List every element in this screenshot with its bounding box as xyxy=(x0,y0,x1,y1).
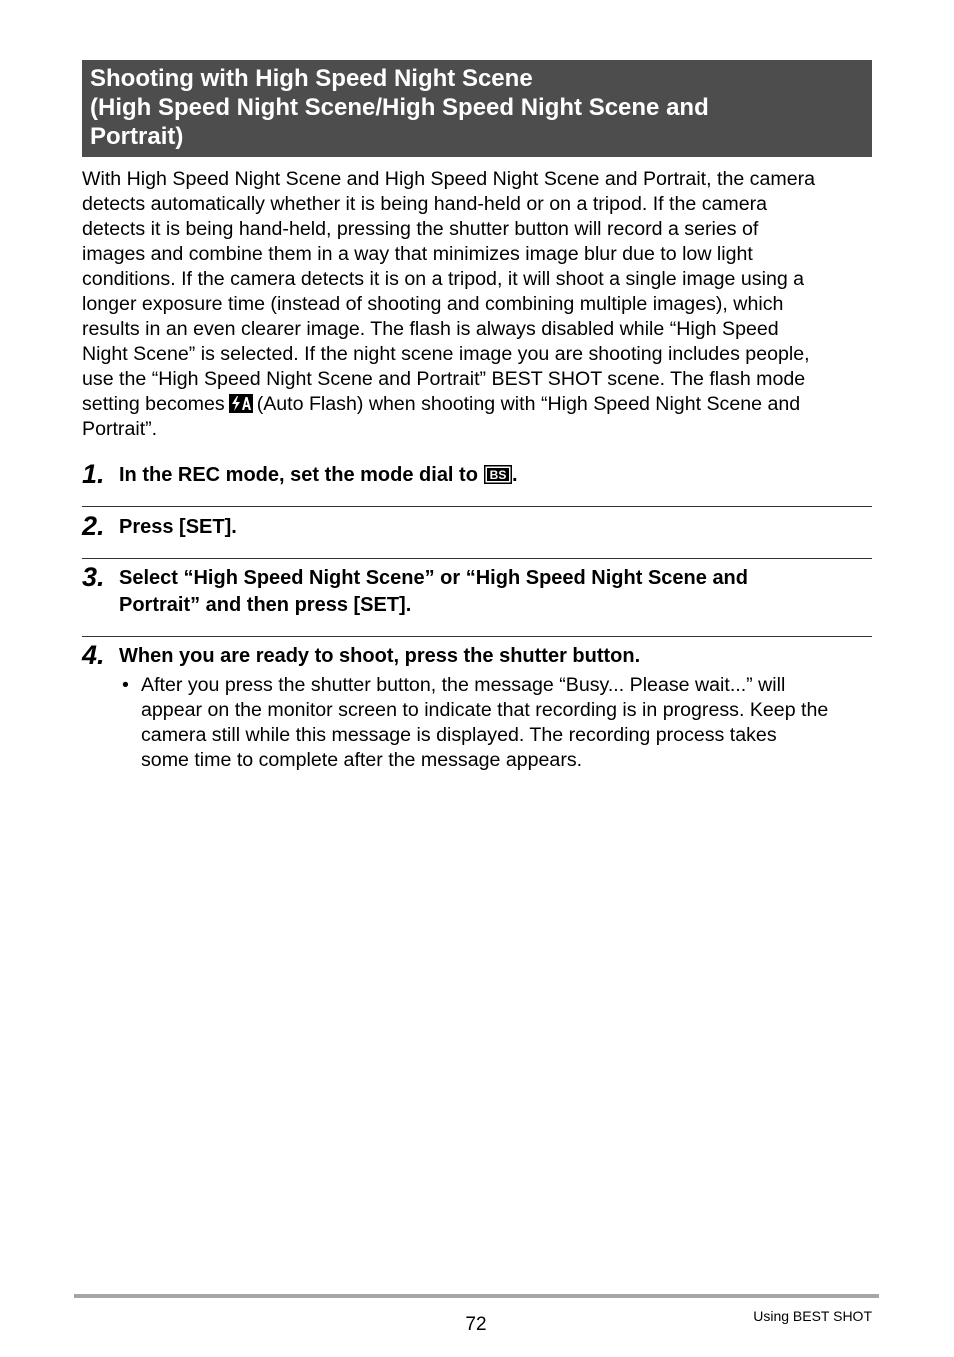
bullet-dot: • xyxy=(122,674,129,696)
intro-line: conditions. If the camera detects it is on a tripod, it will shoot a single image using a xyxy=(82,268,805,290)
intro-line: longer exposure time (instead of shooting and combining multiple images), which xyxy=(82,293,784,315)
step-divider xyxy=(82,506,872,507)
intro-line: detects automatically whether it is being hand-held or on a tripod. If the camera xyxy=(82,193,768,215)
step-number: 1. xyxy=(82,459,105,489)
footer-section-label: Using BEST SHOT xyxy=(753,1308,872,1324)
bullet-line: camera still while this message is displayed. The recording process takes xyxy=(141,724,777,746)
intro-line: Portrait”. xyxy=(82,418,158,440)
intro-line: results in an even clearer image. The flash is always disabled while “High Speed xyxy=(82,318,779,340)
step-text-line: Select “High Speed Night Scene” or “High Speed Night Scene and xyxy=(119,567,748,589)
best-shot-mode-icon xyxy=(484,465,512,492)
intro-line: detects it is being hand-held, pressing the shutter button will record a series of xyxy=(82,218,759,240)
section-header xyxy=(82,60,872,157)
intro-paragraph xyxy=(82,167,874,442)
step-number: 3. xyxy=(82,562,105,592)
section-title-line-2: (High Speed Night Scene/High Speed Night Scene and xyxy=(90,94,709,121)
step-text-line: In the REC mode, set the mode dial to xyxy=(119,464,478,486)
step-number: 2. xyxy=(82,511,105,541)
step-text-suffix: . xyxy=(511,464,518,486)
section-title-line-1: Shooting with High Speed Night Scene xyxy=(90,65,533,92)
intro-text-before-icon: setting becomes xyxy=(82,393,225,415)
intro-text-after-icon: (Auto Flash) when shooting with “High Speed Night Scene and xyxy=(256,393,801,415)
step-divider xyxy=(82,558,872,559)
bullet-body xyxy=(141,673,828,773)
footer-rule xyxy=(74,1294,879,1298)
intro-line: images and combine them in a way that minimizes image blur due to low light xyxy=(82,243,753,265)
bullet-line: some time to complete after the message appears. xyxy=(141,749,583,771)
step-text xyxy=(119,462,518,492)
bullet-line: appear on the monitor screen to indicate that recording is in progress. Keep the xyxy=(141,699,829,721)
intro-line: Night Scene” is selected. If the night scene image you are shooting includes people, xyxy=(82,343,810,365)
svg-text:BS: BS xyxy=(489,468,507,482)
section-title-line-3: Portrait) xyxy=(90,123,184,150)
page-number: 72 xyxy=(465,1314,487,1335)
step-divider xyxy=(82,636,872,637)
step-text-line: When you are ready to shoot, press the shutter button. xyxy=(119,645,641,667)
intro-line: use the “High Speed Night Scene and Portrait” BEST SHOT scene. The flash mode xyxy=(82,368,806,390)
intro-line: With High Speed Night Scene and High Speed Night Scene and Portrait, the camera xyxy=(82,168,816,190)
intro-line xyxy=(82,392,874,417)
step-number: 4. xyxy=(82,640,105,670)
step-text-line: Portrait” and then press [SET]. xyxy=(119,594,412,616)
flash-auto-icon xyxy=(229,394,253,420)
bullet-line: After you press the shutter button, the message “Busy... Please wait...” will xyxy=(141,674,786,696)
step-text-line: Press [SET]. xyxy=(119,516,237,538)
